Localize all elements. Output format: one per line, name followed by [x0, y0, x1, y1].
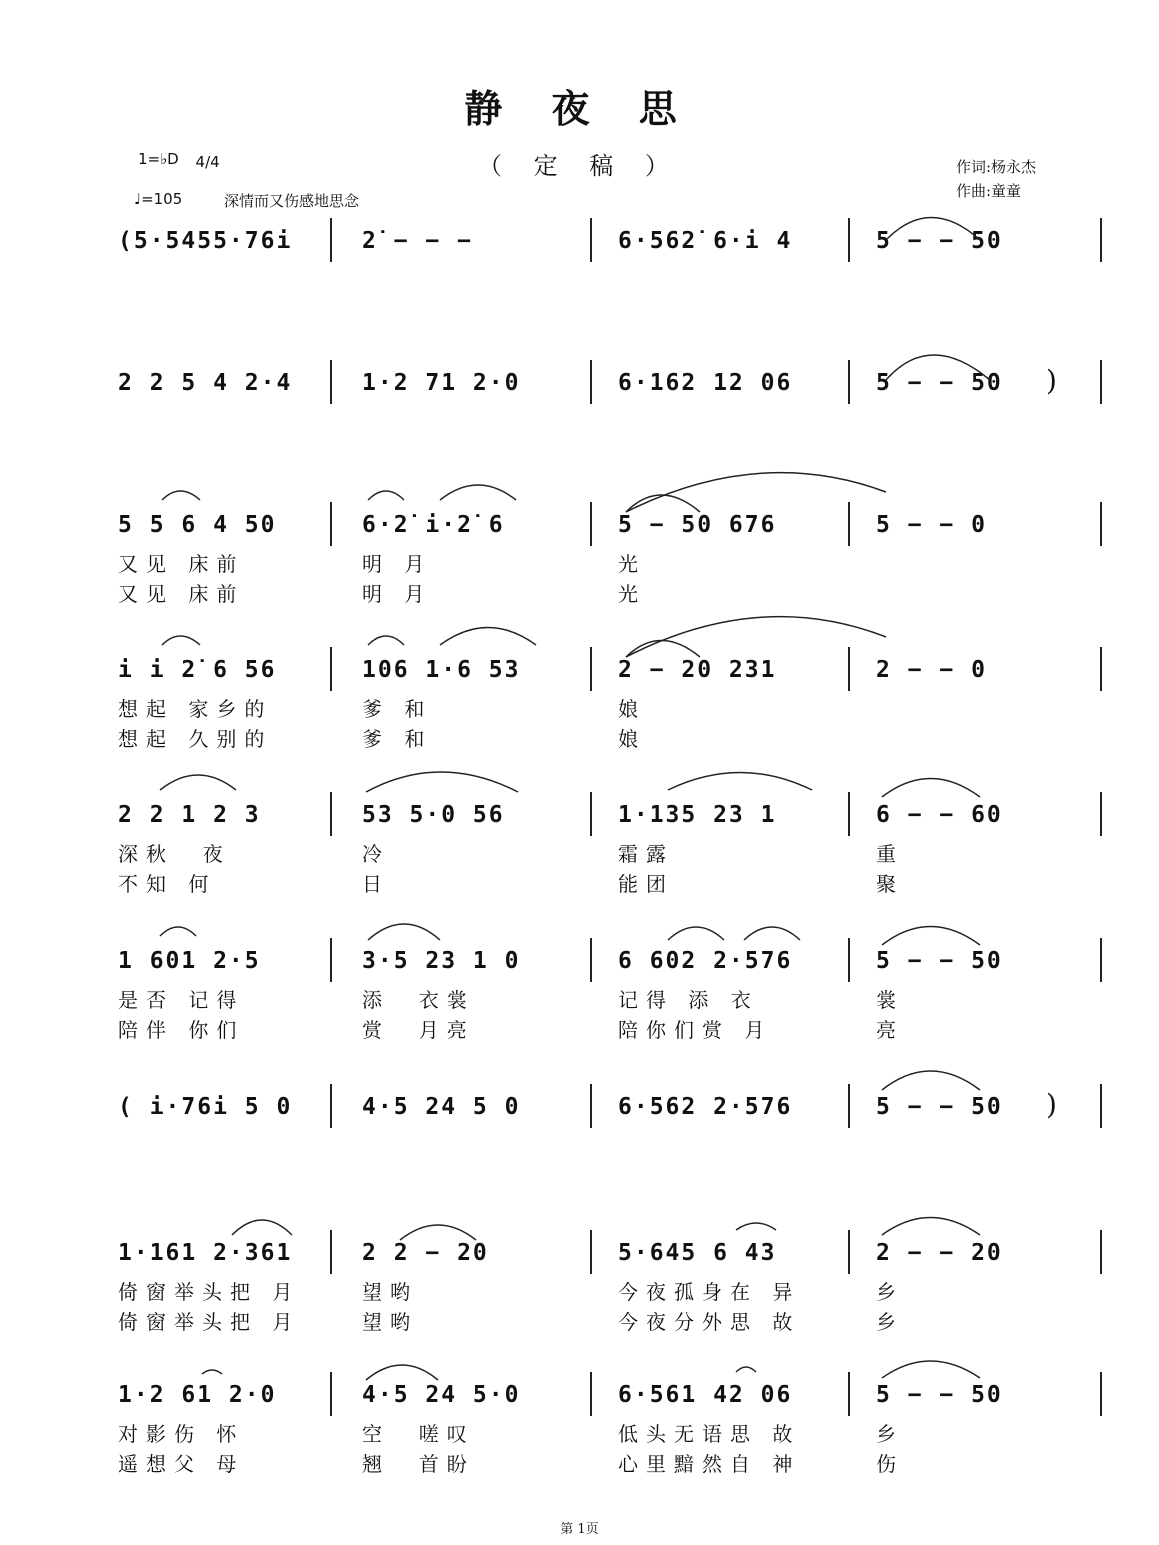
lyric-text: 记得 添 衣 [618, 988, 759, 1012]
slur [400, 1225, 476, 1240]
lyric-text: 空 嗟叹 [362, 1422, 475, 1446]
tempo-marking: ♩=105 [134, 190, 183, 208]
lyric-text: 想起 家乡的 [118, 697, 273, 721]
slur [368, 636, 404, 645]
lyricist-credit: 作词:杨永杰 [956, 158, 1037, 176]
slur [882, 927, 980, 946]
lyric-text: 能团 [618, 872, 674, 896]
slur [232, 1220, 292, 1235]
lyric-text: 娘 [618, 727, 646, 751]
slur [366, 772, 518, 792]
lyric-text: 对影伤 怀 [118, 1422, 245, 1446]
measure: 6 − − 60 [876, 802, 1003, 828]
slur [626, 617, 886, 657]
measure: 4·5 24 5 0 [362, 1094, 521, 1120]
measure: 6·2̇ i·2̇ 6 [362, 512, 505, 538]
lyric-text: 乡 [876, 1310, 904, 1334]
slur [440, 628, 536, 646]
slur [882, 1071, 980, 1090]
lyric-text: 又见 床前 [118, 552, 245, 576]
slur [440, 485, 516, 500]
lyric-text: 乡 [876, 1422, 904, 1446]
lyric-text: 添 衣裳 [362, 988, 475, 1012]
slur [744, 927, 800, 940]
measure: 5 − − 50 [876, 370, 1003, 396]
lyric-text: 又见 床前 [118, 582, 245, 606]
measure: 6·162 12 06 [618, 370, 793, 396]
measure: 5 5 6 4 50 [118, 512, 277, 538]
lyric-text: 乡 [876, 1280, 904, 1304]
slur [626, 473, 886, 512]
slur [736, 1367, 756, 1372]
lyric-text: 今夜孤身在 异 [618, 1280, 801, 1304]
measure: 2 2 − 20 [362, 1240, 489, 1266]
key-signature: 1=♭D [138, 150, 179, 168]
measure: 2 − 20 231 [618, 657, 777, 683]
slur [668, 927, 724, 940]
measure: (5·5455·76i [118, 228, 293, 254]
slur [626, 495, 700, 512]
measure: 5 − − 50 [876, 1094, 1003, 1120]
lyric-text: 霜露 [618, 842, 674, 866]
slur [162, 636, 200, 645]
lyric-text: 深秋 夜 [118, 842, 231, 866]
slur [160, 775, 236, 790]
lyric-text: 重 [876, 842, 904, 866]
lyric-text: 娘 [618, 697, 646, 721]
lyric-text: 日 [362, 872, 390, 896]
lyric-text: 倚窗举头把 月 [118, 1280, 301, 1304]
lyric-text: 冷 [362, 842, 390, 866]
lyric-text: 陪你们赏 月 [618, 1018, 773, 1042]
measure: 53 5·0 56 [362, 802, 505, 828]
measure: 2 2 1 2 3 [118, 802, 261, 828]
closing-paren: ) [1046, 1088, 1057, 1121]
measure: 3·5 23 1 0 [362, 948, 521, 974]
lyric-text: 想起 久别的 [118, 727, 273, 751]
slur [886, 355, 990, 380]
lyric-text: 爹 和 [362, 727, 433, 751]
measure: 6 602 2·576 [618, 948, 793, 974]
lyric-text: 爹 和 [362, 697, 433, 721]
measure: 106 1·6 53 [362, 657, 521, 683]
lyric-text: 遥想父 母 [118, 1452, 245, 1476]
expression-marking: 深情而又伤感地思念 [224, 192, 360, 210]
slur [202, 1370, 222, 1374]
lyric-text: 伤 [876, 1452, 904, 1476]
measure: ( i·76i 5 0 [118, 1094, 293, 1120]
slur [626, 641, 700, 658]
measure: i i 2̇ 6 56 [118, 657, 277, 683]
slur [162, 491, 200, 500]
measure: 2 2 5 4 2·4 [118, 370, 293, 396]
measure: 6·561 42 06 [618, 1382, 793, 1408]
lyric-text: 是否 记得 [118, 988, 245, 1012]
lyric-text: 裳 [876, 988, 904, 1012]
measure: 4·5 24 5·0 [362, 1382, 521, 1408]
lyric-text: 明 月 [362, 582, 433, 606]
measure: 5 − − 50 [876, 1382, 1003, 1408]
measure: 1·161 2·361 [118, 1240, 293, 1266]
lyric-text: 低头无语思 故 [618, 1422, 801, 1446]
measure: 2 − − 0 [876, 657, 987, 683]
measure: 1·135 23 1 [618, 802, 777, 828]
lyric-text: 光 [618, 582, 646, 606]
lyric-text: 亮 [876, 1018, 904, 1042]
time-signature-text: 4/4 [195, 153, 220, 171]
measure: 5 − − 50 [876, 948, 1003, 974]
lyric-text: 望哟 [362, 1280, 418, 1304]
lyric-text: 不知 何 [118, 872, 217, 896]
measure: 6·562̇ 6·i 4 [618, 228, 793, 254]
slur [368, 924, 440, 940]
measure: 1·2 61 2·0 [118, 1382, 277, 1408]
composer-credit: 作曲:童童 [956, 182, 1022, 200]
measure: 6·562 2·576 [618, 1094, 793, 1120]
lyric-text: 聚 [876, 872, 904, 896]
slur [368, 491, 404, 500]
closing-paren: ) [1046, 364, 1057, 397]
measure: 2̇ − − − [362, 228, 473, 254]
lyric-text: 赏 月亮 [362, 1018, 475, 1042]
measure: 5 − − 50 [876, 228, 1003, 254]
page-footer: 第 1页 [560, 1522, 599, 1537]
slur [160, 927, 196, 936]
slur [668, 773, 812, 791]
measure: 5 − − 0 [876, 512, 987, 538]
measure: 2 − − 20 [876, 1240, 1003, 1266]
lyric-text: 光 [618, 552, 646, 576]
lyric-text: 心里黯然自 神 [618, 1452, 801, 1476]
lyric-text: 望哟 [362, 1310, 418, 1334]
lyric-text: 陪伴 你们 [118, 1018, 245, 1042]
page-subtitle: （ 定 稿 ） [478, 152, 681, 180]
lyric-text: 倚窗举头把 月 [118, 1310, 301, 1334]
lyric-text: 今夜分外思 故 [618, 1310, 801, 1334]
page-title: 静 夜 思 [464, 86, 695, 131]
slur [366, 1365, 438, 1380]
slur [882, 1361, 980, 1378]
slur [886, 218, 980, 241]
slur [736, 1223, 776, 1230]
measure: 1·2 71 2·0 [362, 370, 521, 396]
slur [882, 1218, 980, 1236]
measure: 5 − 50 676 [618, 512, 777, 538]
lyric-text: 翘 首盼 [362, 1452, 475, 1476]
measure: 1 601 2·5 [118, 948, 261, 974]
lyric-text: 明 月 [362, 552, 433, 576]
measure: 5·645 6 43 [618, 1240, 777, 1266]
slur [882, 779, 980, 798]
